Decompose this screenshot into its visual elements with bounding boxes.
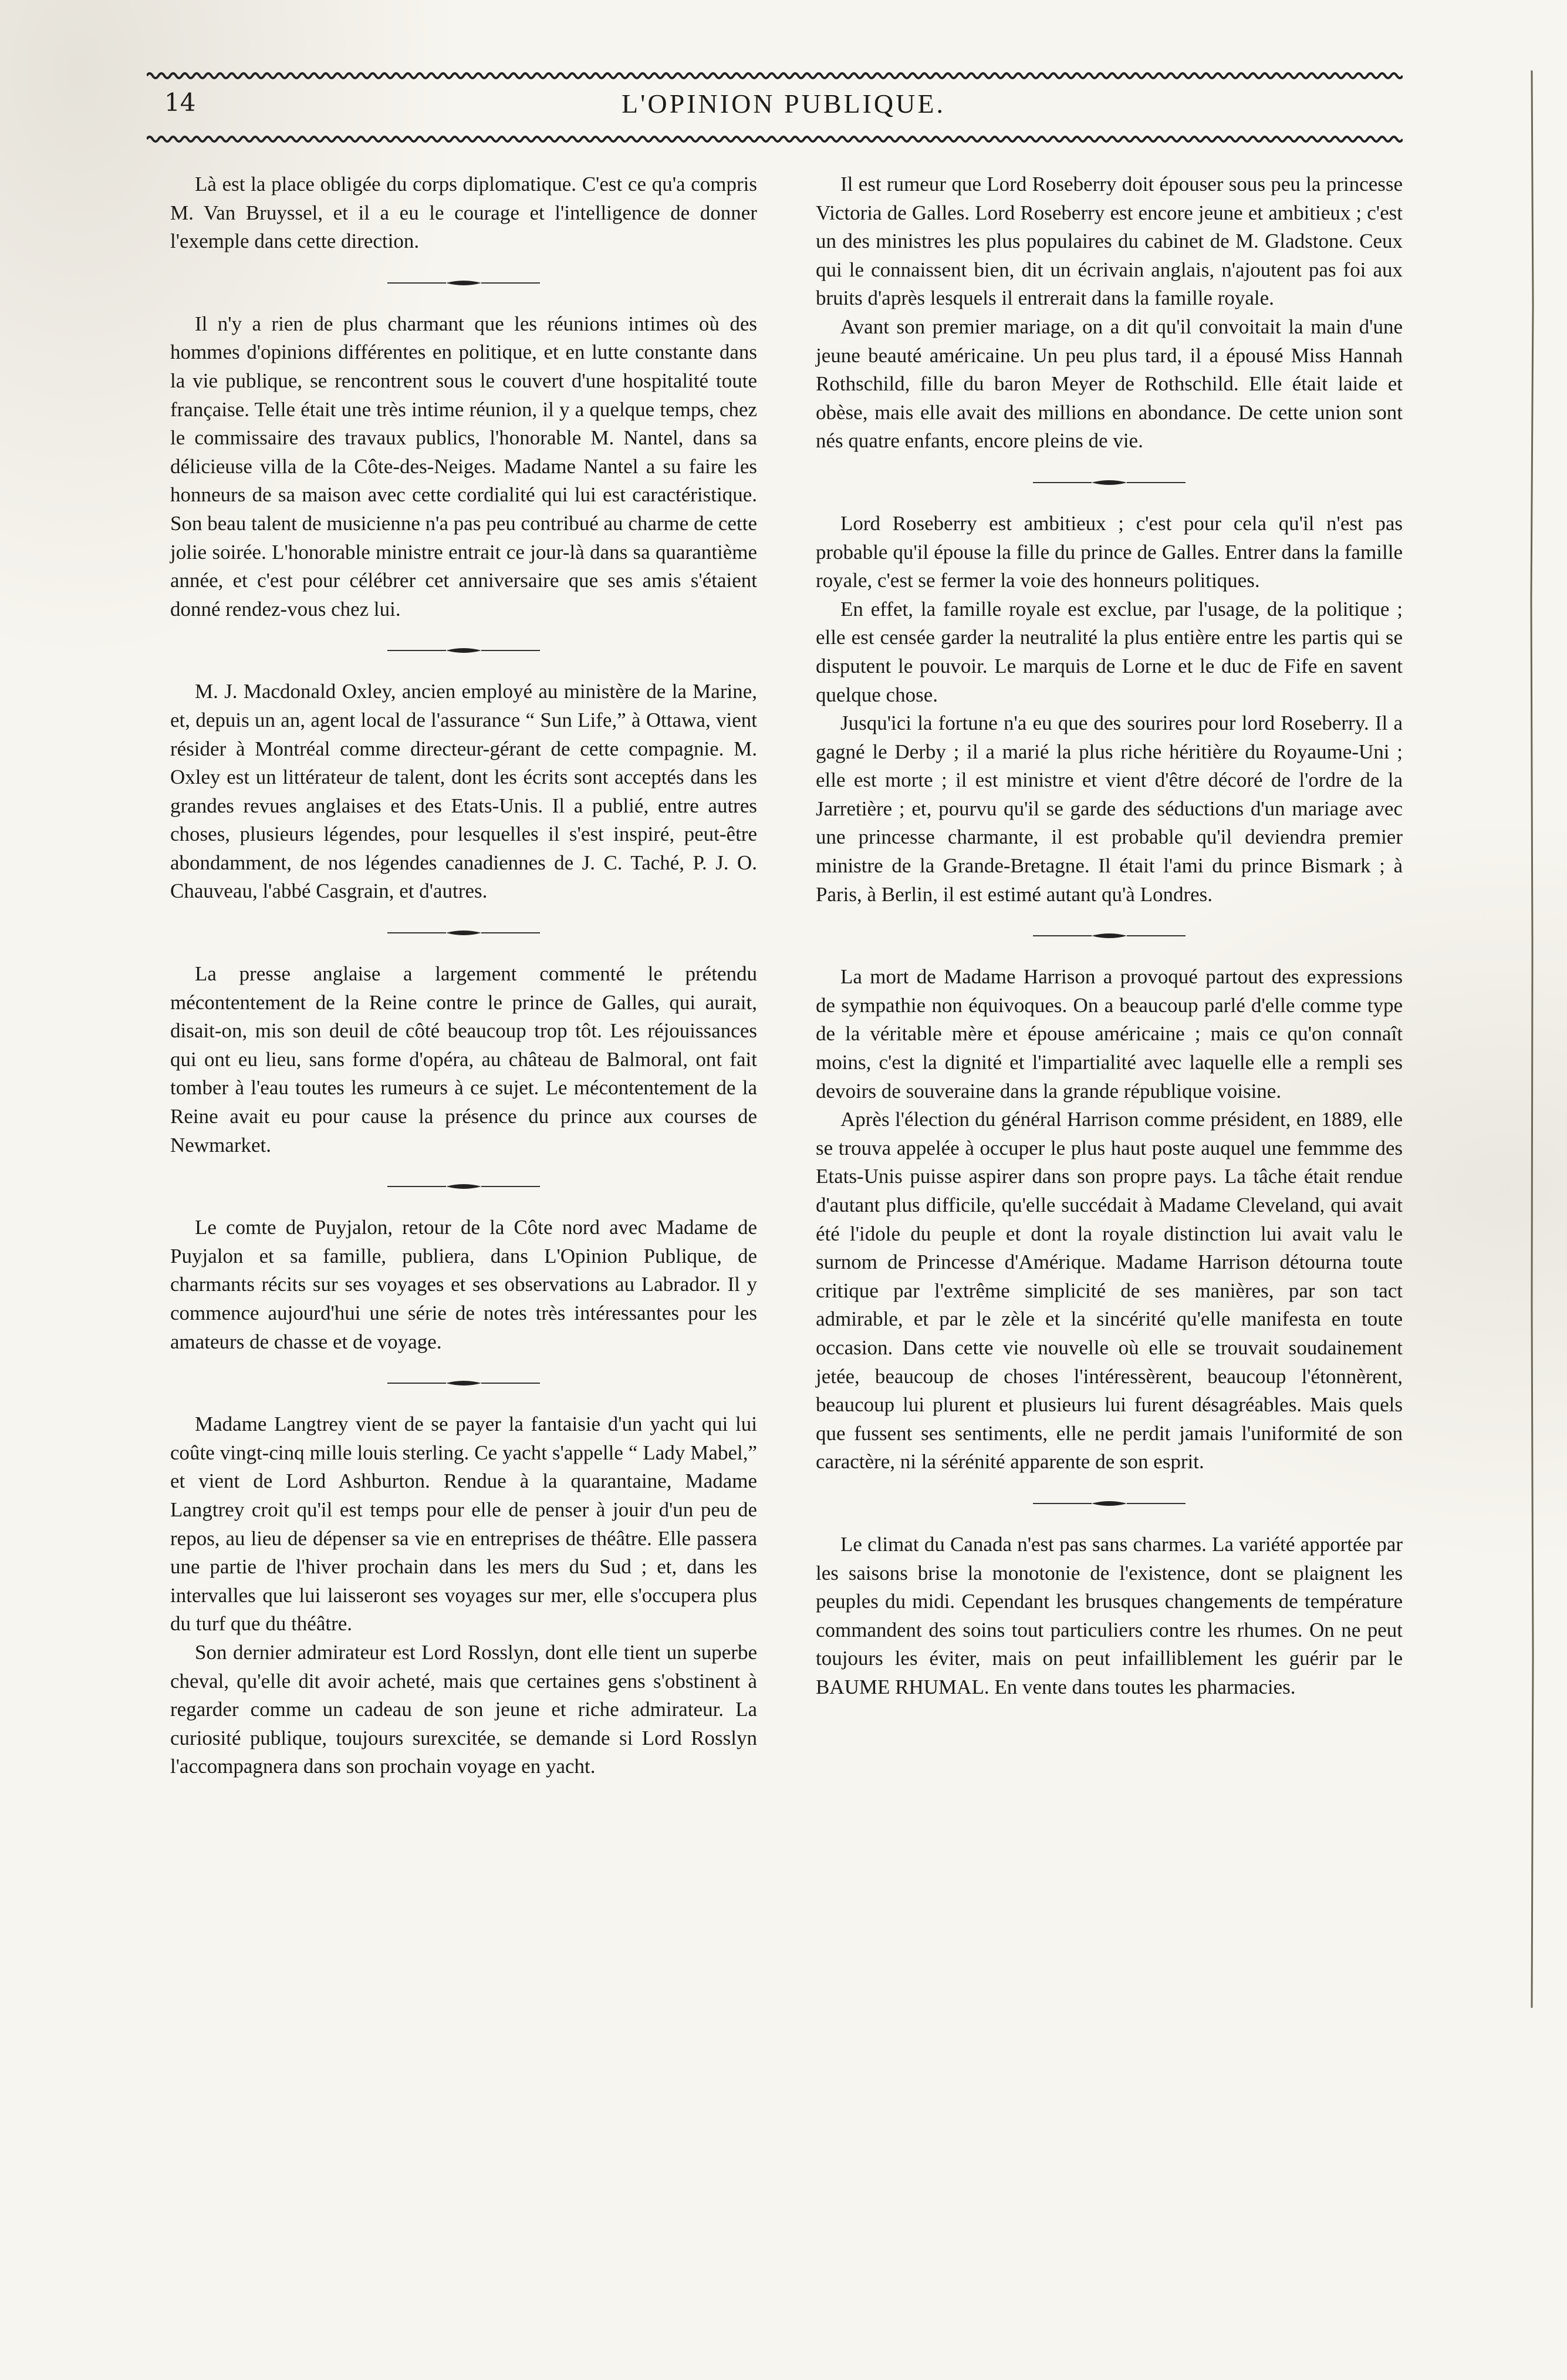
- paragraph: La presse anglaise a largement commenté le prétendu mécontentement de la Reine contre le prince de Galles, qui aurait, disait-on, mis son deuil de côté beaucoup trop tôt. Les réjouissances qui ont eu lieu, sans forme d'opéra, au château de Balmoral, ont fait tomber à l'eau toutes les rumeurs à ce sujet. Le mécontentement de la Reine avait eu pour cause la présence du prince aux courses de Newmarket.: [170, 962, 757, 1157]
- section-divider: [816, 909, 1403, 963]
- paragraph: Son dernier admirateur est Lord Rosslyn, dont elle tient un superbe cheval, qu'elle dit avoir acheté, mais que certaines gens s'obstinent à regarder comme un cadeau de son jeune et riche admirateur. La curiosité publique, toujours surexcitée, se demande si Lord Rosslyn l'accompagnera dans son prochain voyage en yacht.: [170, 1640, 757, 1778]
- paragraph: La mort de Madame Harrison a provoqué partout des expressions de sympathie non équivoques. On a beaucoup parlé d'elle comme type de la véritable mère et épouse américaine ; mais ce qu'on connaît moins, c'est la dignité et l'impartialité avec laquelle elle a rempli ses devoirs de souveraine dans la grande république voisine.: [816, 965, 1403, 1103]
- journal-title: L'OPINION PUBLIQUE.: [622, 89, 945, 119]
- bottom-wavy-rule: [147, 133, 1403, 146]
- section-divider: [170, 906, 757, 960]
- news-item: [170, 960, 757, 1159]
- paragraph: Il est rumeur que Lord Roseberry doit épouser sous peu la princesse Victoria de Galles. Lord Roseberry est encore jeune et ambitieux ; c'est un des ministres les plus populaires du cabinet de M. Gladstone. Ceux qui le connaissent bien, dit un écrivain anglais, n'ajoutent pas foi aux bruits d'après lesquels il entrerait dans la famille royale.: [816, 173, 1403, 310]
- paragraph: Avant son premier mariage, on a dit qu'il convoitait la main d'une jeune beauté américaine. Un peu plus tard, il a épousé Miss Hannah Rothschild, fille du baron Meyer de Rothschild. Elle était laide et obèse, mais elle avait des millions en abondance. De cette union sont nés quatre enfants, encore pleins de vie.: [816, 315, 1403, 453]
- news-item: [170, 1410, 757, 1781]
- paragraph: Lord Roseberry est ambitieux ; c'est pour cela qu'il n'est pas probable qu'il épouse la fille du prince de Galles. Entrer dans la famille royale, c'est se fermer la voie des honneurs politiques.: [816, 511, 1403, 592]
- news-item: [816, 963, 1403, 1476]
- paragraph: Madame Langtrey vient de se payer la fantaisie d'un yacht qui lui coûte vingt-cinq mille louis sterling. Ce yacht s'appelle “ Lady Mabel,” et vient de Lord Ashburton. Rendue à la quarantaine, Madame Langtrey croit qu'il est temps pour elle de penser à jouir d'un peu de repos, au lieu de dépenser sa vie en entreprises de théâtre. Elle passera une partie de l'hiver prochain dans les mers du Sud ; et, dans les intervalles que lui laisseront ses voyages sur mer, elle s'occupera plus du turf que du théâtre.: [170, 1413, 757, 1636]
- page-number: 14: [164, 88, 196, 117]
- news-item: [816, 510, 1403, 909]
- news-item: [170, 677, 757, 906]
- section-divider: [816, 1476, 1403, 1531]
- news-item: [816, 1531, 1403, 1702]
- paragraph: Le comte de Puyjalon, retour de la Côte nord avec Madame de Puyjalon et sa famille, publiera, dans L'Opinion Publique, de charmants récits sur ses voyages et ses observations au Labrador. Il y commence aujourd'hui une série de notes très intéressantes pour les amateurs de chasse et de voyage.: [170, 1216, 757, 1353]
- paragraph: Après l'élection du général Harrison comme président, en 1889, elle se trouva appelée à occuper le plus haut poste auquel une femmme des Etats-Unis puisse aspirer dans son propre pays. La tâche était rendue d'autant plus difficile, qu'elle succédait à Madame Cleveland, qui avait été l'idole du peuple et dont la royale distinction lui avait valu le surnom de Princesse d'Amérique. Madame Harrison détourna toute critique par l'extrême simplicité de ses manières, par son tact admirable, et par le zèle et la sincérité qu'elle manifesta en toute occasion. Dans cette vie nouvelle où elle se trouvait soudainement jetée, beaucoup de choses l'intéressèrent, beaucoup l'étonnèrent, beaucoup lui plurent et plusieurs lui furent désagréables. Mais quels que fussent ses sentiments, elle ne perdit jamais l'uniformité de son caractère, ni la sérénité apparente de son esprit.: [816, 1108, 1403, 1474]
- left-column: [170, 170, 757, 1781]
- paragraph: Le climat du Canada n'est pas sans charmes. La variété apportée par les saisons brise la monotonie de l'existence, dont se plaignent les peuples du midi. Cependant les brusques changements de température commandent des soins tout particuliers contre les rhumes. On ne peut toujours les éviter, mais on peut infailliblement les guérir par le BAUME RHUMAL. En vente dans toutes les pharmacies.: [816, 1532, 1403, 1698]
- paragraph: En effet, la famille royale est exclue, par l'usage, de la politique ; elle est censée garder la neutralité la plus entière entre les partis qui se disputent le pouvoir. Le marquis de Lorne et le duc de Fife en savent quelque chose.: [816, 597, 1403, 706]
- top-wavy-rule: [147, 69, 1403, 82]
- news-item: [170, 170, 757, 256]
- section-divider: [170, 256, 757, 310]
- section-divider: [170, 623, 757, 677]
- paragraph: Il n'y a rien de plus charmant que les réunions intimes où des hommes d'opinions différentes en politique, et en lutte constante dans la vie publique, se rencontrent sous le couvert d'une hospitalité toute française. Telle était une très intime réunion, il y a quelque temps, chez le commissaire des travaux publics, l'honorable M. Nantel, dans sa délicieuse villa de la Côte-des-Neiges. Madame Nantel a su faire les honneurs de sa maison avec cette cordialité qui lui est caractéristique. Son beau talent de musicienne n'a pas peu contribué au charme de cette jolie soirée. L'honorable ministre entrait ce jour-là dans sa quarantième année, et c'est pour célébrer cet anniversaire que ses amis s'étaient donné rendez-vous chez lui.: [170, 312, 757, 621]
- section-divider: [170, 1159, 757, 1213]
- paragraph: Jusqu'ici la fortune n'a eu que des sourires pour lord Roseberry. Il a gagné le Derby ; il a marié la plus riche héritière du Royaume-Uni ; elle est morte ; il est ministre et vient d'être décoré de l'ordre de la Jarretière ; et, pourvu qu'il se garde des séductions d'un mariage avec une princesse charmante, il est probable qu'il deviendra premier ministre de la Grande-Bretagne. Il était l'ami du prince Bismark ; à Paris, à Berlin, il est estimé autant qu'à Londres.: [816, 712, 1403, 906]
- news-item: [170, 310, 757, 624]
- paragraph: M. J. Macdonald Oxley, ancien employé au ministère de la Marine, et, depuis un an, agent local de l'assurance “ Sun Life,” à Ottawa, vient résider à Montréal comme directeur-gérant de cette compagnie. M. Oxley est un littérateur de talent, dont les écrits sont acceptés dans les grandes revues anglaises et des Etats-Unis. Il a publié, entre autres choses, plusieurs légendes, pour lesquelles il s'est inspiré, peut-être abondamment, de nos légendes canadiennes de J. C. Taché, P. J. O. Chauveau, l'abbé Casgrain, et d'autres.: [170, 680, 757, 903]
- paragraph: Là est la place obligée du corps diplomatique. C'est ce qu'a compris M. Van Bruyssel, et il a eu le courage et l'intelligence de donner l'exemple dans cette direction.: [170, 173, 757, 253]
- news-item: [170, 1213, 757, 1356]
- right-column: [816, 170, 1403, 1702]
- section-divider: [816, 456, 1403, 510]
- page-header: [164, 88, 1403, 129]
- page-edge-line: [1520, 70, 1544, 2008]
- section-divider: [170, 1356, 757, 1410]
- news-item: [816, 170, 1403, 456]
